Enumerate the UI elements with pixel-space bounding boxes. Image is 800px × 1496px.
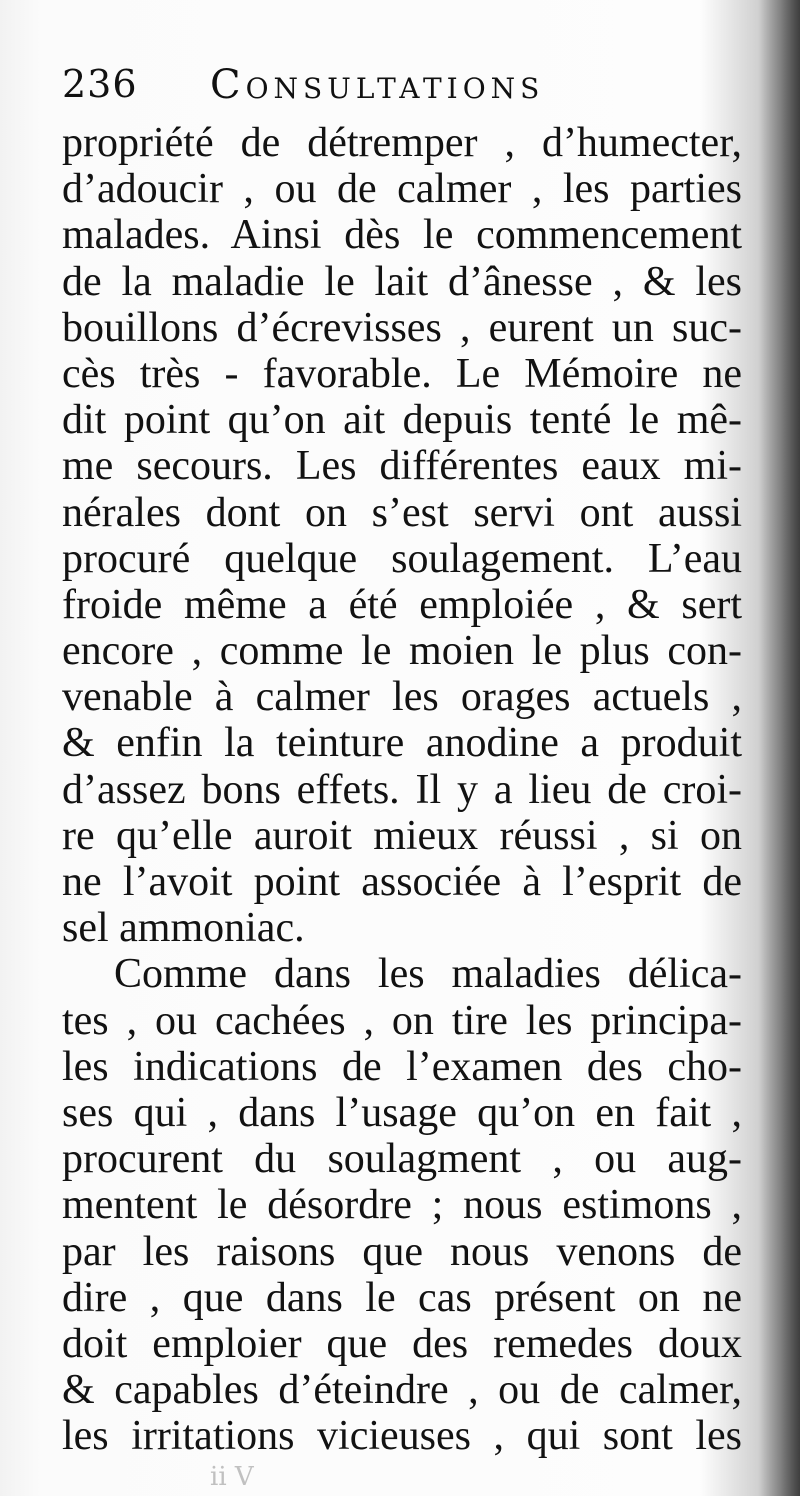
text-line: d’adoucir , ou de calmer , les parties [62,166,742,213]
text-line: les irritations vicieuses , qui sont les [62,1413,742,1460]
paragraph-1 [62,120,742,951]
text-line: sel ammoniac. [62,905,305,952]
text-line: & enfin la teinture anodine a produit [62,720,742,767]
page-header [62,52,742,108]
text-line: bouillons d’écrevisses , eurent un suc- [62,304,742,351]
running-title: Consultations [210,62,545,108]
text-line: dire , que dans le cas présent on ne [62,1274,742,1321]
page-number: 236 [62,62,138,106]
text-line: encore , comme le moien le plus con- [62,628,742,675]
text-line: procurent du soulagment , ou aug- [62,1136,742,1183]
text-line: procuré quelque soulagement. L’eau [62,535,742,582]
text-line: nérales dont on s’est servi ont aussi [62,489,742,536]
text-line: de la maladie le lait d’ânesse , & les [62,258,742,305]
text-line: propriété de détremper , d’humecter, [62,120,742,166]
text-line: & capables d’éteindre , ou de calmer, [62,1367,742,1414]
paragraph-2 [62,951,742,1459]
text-line: me secours. Les différentes eaux mi- [62,443,742,490]
text-line: d’assez bons effets. Il y a lieu de croi- [62,766,742,813]
text-line: ses qui , dans l’usage qu’on en fait , [62,1089,742,1136]
signature-mark: ii V [210,1462,254,1492]
text-line: froide même a été emploiée , & sert [62,581,742,628]
body-text [62,120,742,1459]
text-line: cès très - favorable. Le Mémoire ne [62,350,742,397]
text-line: tes , ou cachées , on tire les principa- [62,997,742,1044]
text-line: mentent le désordre ; nous estimons , [62,1182,742,1229]
text-line: Comme dans les maladies délica- [114,951,742,998]
text-line: les indications de l’examen des cho- [62,1043,742,1090]
text-line: doit emploier que des remedes doux [62,1320,742,1367]
text-line: par les raisons que nous venons de [62,1228,742,1275]
page-edge-shadow [758,0,800,1496]
text-line: venable à calmer les orages actuels , [62,674,742,721]
text-line: malades. Ainsi dès le commencement [62,212,742,259]
text-line: ne l’avoit point associée à l’esprit de [62,859,742,905]
text-line: re qu’elle auroit mieux réussi , si on [62,812,742,859]
text-line: dit point qu’on ait depuis tenté le mê- [62,397,742,444]
